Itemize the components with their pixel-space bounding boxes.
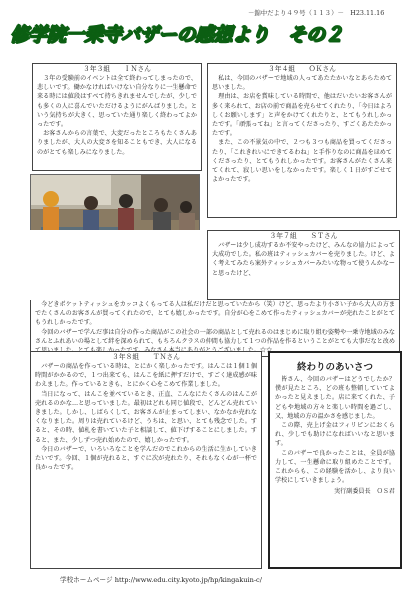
essay-4-para: バザーの商品を作っている時は、とにかく楽しかったです。はんこは１個１個時間がかかるので、１つ出来ても、はんこを紙に押すだけで、すごく達成感が味わえました。作っているときも、とにかく心をこめて作業しました。 (35, 363, 257, 389)
essay-3-body (30, 300, 400, 357)
essay-1-heading: ３年３組 ＩＮさん (83, 65, 151, 73)
closing-remarks (268, 351, 402, 569)
essay-box-1 (32, 63, 202, 171)
closing-title: 終わりのあいさつ (296, 362, 373, 373)
essay-1-para: ３年の受験前のイベントは全て終わってしまったので、悲しいです。働かなければいけない自分なりに一生懸命で来る時には値段はすべて持ちきれませんでしたが、少しでも多くの人に喜んでいただけるようにがんばりました。という気持ちが大きく、思っていた通り楽しく終わってよかったです。 (37, 75, 197, 129)
essay-box-4 (30, 351, 262, 569)
essay-3-frame (207, 230, 400, 300)
essay-4-body (31, 362, 261, 472)
school-homepage-link[interactable]: 学校ホームページ http://www.edu.city.kyoto.jp/hp/kingakuin-c/ (60, 576, 262, 584)
essay-box-2 (207, 63, 397, 218)
closing-para: この際、売上げ金はフィリピンにおくられ、少しでも助けになればいいなと思います。 (275, 422, 395, 448)
page-title: 修学院一乗寺バザーの感想より その２ (10, 24, 344, 46)
closing-para: 皆さん、今回のバザーはどうでしたか？僕が見たところ、どの班も整頓していてよかったと見えました。店に来てくれた、子どもや地域の方々と楽しい時間を過ごし、又、地域の方の温かさを感じました。 (275, 376, 395, 420)
essay-2-para: 理由は、お店を賞味している時間で、他はだいたいお客さんが多く来られて、お店の前で商品を売らせてくれたり、「今日はよろしくお願いします」と声をかけてくれたりと、とてもうれしかったです。「頑張ってね」と言ってくださったり、すごくあたたかったです。 (212, 93, 392, 138)
essay-4-heading: ３年８組 ＴＮさん (112, 353, 180, 361)
essay-3-para: バザーは少し成功するか不安やったけど、みんなの協力によって大成功でした。私の班はティッシュカバーを売りました。けど、よく考えてみたら案外ティッシュカバーみたいな物って使うんかなーと思ったけど、 (212, 242, 395, 277)
essay-3-para: 今回のバザーで学んだ事は自分の作った商品がこの社会の一部の商品として売れるのはまじめに取り組む姿勢や一乗寺地域のみなさんとふれあいの場として絆を深められて、もちろんクラスの仲間も協力して１つの作品を作るということがとても大事だなと改め 。☆☆ (35, 328, 395, 355)
essay-box-3 (30, 230, 400, 355)
essay-1-body (33, 74, 201, 157)
essay-4-para: 当日になって、はんこを並べているとき、正直、こんなにたくさんのはんこが売れるのかな…と思っていました。最初はどれも同じ値段で、どんどん売れていきました。しかし、しばらくして、お客さんが止まってしまい、なかなか売れなくなりました。周りは売れているけど、うちは、と思い、とても残念でした。すると、その時、値札を書いていた子と相談して、値下げすることにしました。すると、また、少しずつ売れ始めたので、嬉しかったです。 (35, 390, 257, 444)
essay-2-para: 私は、今回のバザーで地域の人ってあたたかいなとあらためて思いました。 (212, 75, 392, 92)
essay-2-heading: ３年４組 ＯＫさん (268, 65, 336, 73)
essay-4-para: 今日のバザーで、いろいろなことを学んだのでこれからの生活に生かしていきたいです。今回、１個が売れると、すぐに次が売れたり、それもなく心が一杯で良かったです。 (35, 445, 257, 472)
closing-body (275, 375, 395, 497)
closing-para: このバザーで良かったことは、全員が協力して、一生懸命に取り組めたことです。これからも、この経験を活かし、より良い学校にしていきましょう。 (275, 449, 395, 485)
closing-signature: 実行副委員長 ＯＳ君 (334, 488, 395, 496)
essay-1-para: お客さんからの言葉で、大変だったところもたくさんありましたが、大人の大変さを知ることもでき、大人になるのがとても楽しみになりました。 (37, 130, 197, 156)
essay-3-para: 今どきポケットティッシュをカッコよくもってる人は私だけだと思っていたから（笑）けど、思ったより小さい子から大人の方までたくさんのお客さんが買ってくれたので、とても嬉しかったです。自分が心をこめて作ったティッシュカバーが売れたことがとてもうれしかったです。 (35, 301, 395, 327)
essay-2-para: また、この不景気の中で、２つも３つも商品を買ってくださったり、「これきれいにできてるわね」と手作りなのに商品をほめてくださったり、とてもうれしかったです。お客さんがたくさん来てくれて、寂しい思いをしなかったです。楽しく１日がすごせてよかったです。 (212, 139, 392, 184)
essay-3-intro (208, 241, 399, 278)
issue-header: －錦中だより４９号（１１３）－ H23.11.16 (248, 9, 385, 17)
essay-3-heading: ３年７組 ＳＴさん (269, 232, 338, 240)
essay-2-body (208, 74, 396, 184)
